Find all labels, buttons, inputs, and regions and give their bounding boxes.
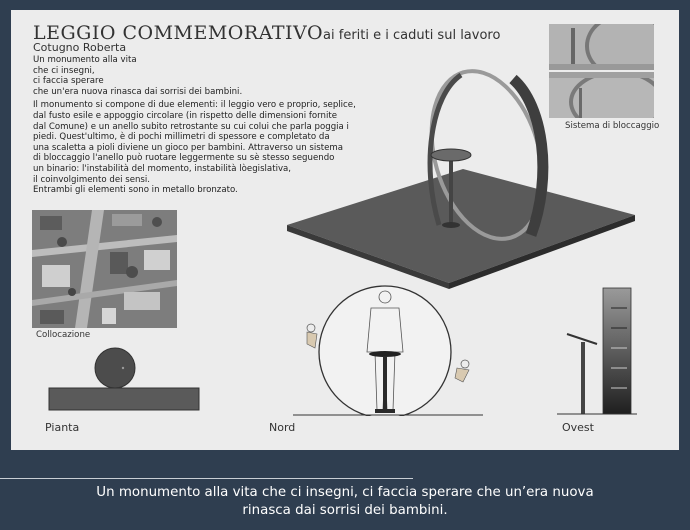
sistema-label: Sistema di bloccaggio xyxy=(565,121,660,131)
caption-divider xyxy=(0,478,413,479)
pianta-label: Pianta xyxy=(45,421,80,434)
description-line: il coinvolgimento dei sensi. xyxy=(33,174,151,185)
collocazione-label: Collocazione xyxy=(36,330,91,340)
title-main: LEGGIO COMMEMORATIVO xyxy=(33,22,324,44)
title-sub: ai feriti e i caduti sul lavoro xyxy=(323,28,501,43)
image-caption xyxy=(0,484,690,520)
west-elevation-drawing xyxy=(557,286,637,416)
locking-system-photo-1 xyxy=(549,24,654,70)
description-line: dal fusto esile e appoggio circolare (in rispetto delle dimensioni fornite xyxy=(33,110,338,121)
north-elevation-drawing xyxy=(293,282,483,416)
poem-line: ci faccia sperare xyxy=(33,76,104,87)
poem-line: che un'era nuova rinasca dai sorrisi dei bambini. xyxy=(33,86,243,97)
poem-line: Un monumento alla vita xyxy=(33,55,137,65)
ovest-label: Ovest xyxy=(562,421,594,434)
description-line: di bloccaggio l'anello può ruotare leggermente su sè stesso seguendo xyxy=(33,153,335,164)
description-line: un binario: l'instabilità del momento, instabilità lòegislativa, xyxy=(33,163,292,174)
author-name: Cotugno Roberta xyxy=(33,41,127,54)
caption-line-1: Un monumento alla vita che ci insegni, ci faccia sperare che un’era nuova xyxy=(96,485,594,500)
poem-line: che ci insegni, xyxy=(33,65,95,76)
aerial-map-image xyxy=(32,210,177,328)
description-line: Il monumento si compone di due elementi: il leggio vero e proprio, seplice, xyxy=(33,100,356,111)
description-line: piedi. Quest'ultimo, è di pochi millimetri di spessore e completato da xyxy=(33,132,330,143)
plan-view-drawing xyxy=(45,346,205,416)
caption-line-2: rinasca dai sorrisi dei bambini. xyxy=(242,503,448,518)
description-line: dal Comune) e un anello subito retrostante su cui colui che parla poggia i xyxy=(33,121,349,132)
description-line: una scaletta a pioli diviene un gioco per bambini. Attraverso un sistema xyxy=(33,142,344,153)
presentation-board xyxy=(11,10,679,450)
monument-3d-render xyxy=(281,65,651,295)
nord-label: Nord xyxy=(269,421,296,434)
description-line: Entrambi gli elementi sono in metallo bronzato. xyxy=(33,185,238,196)
